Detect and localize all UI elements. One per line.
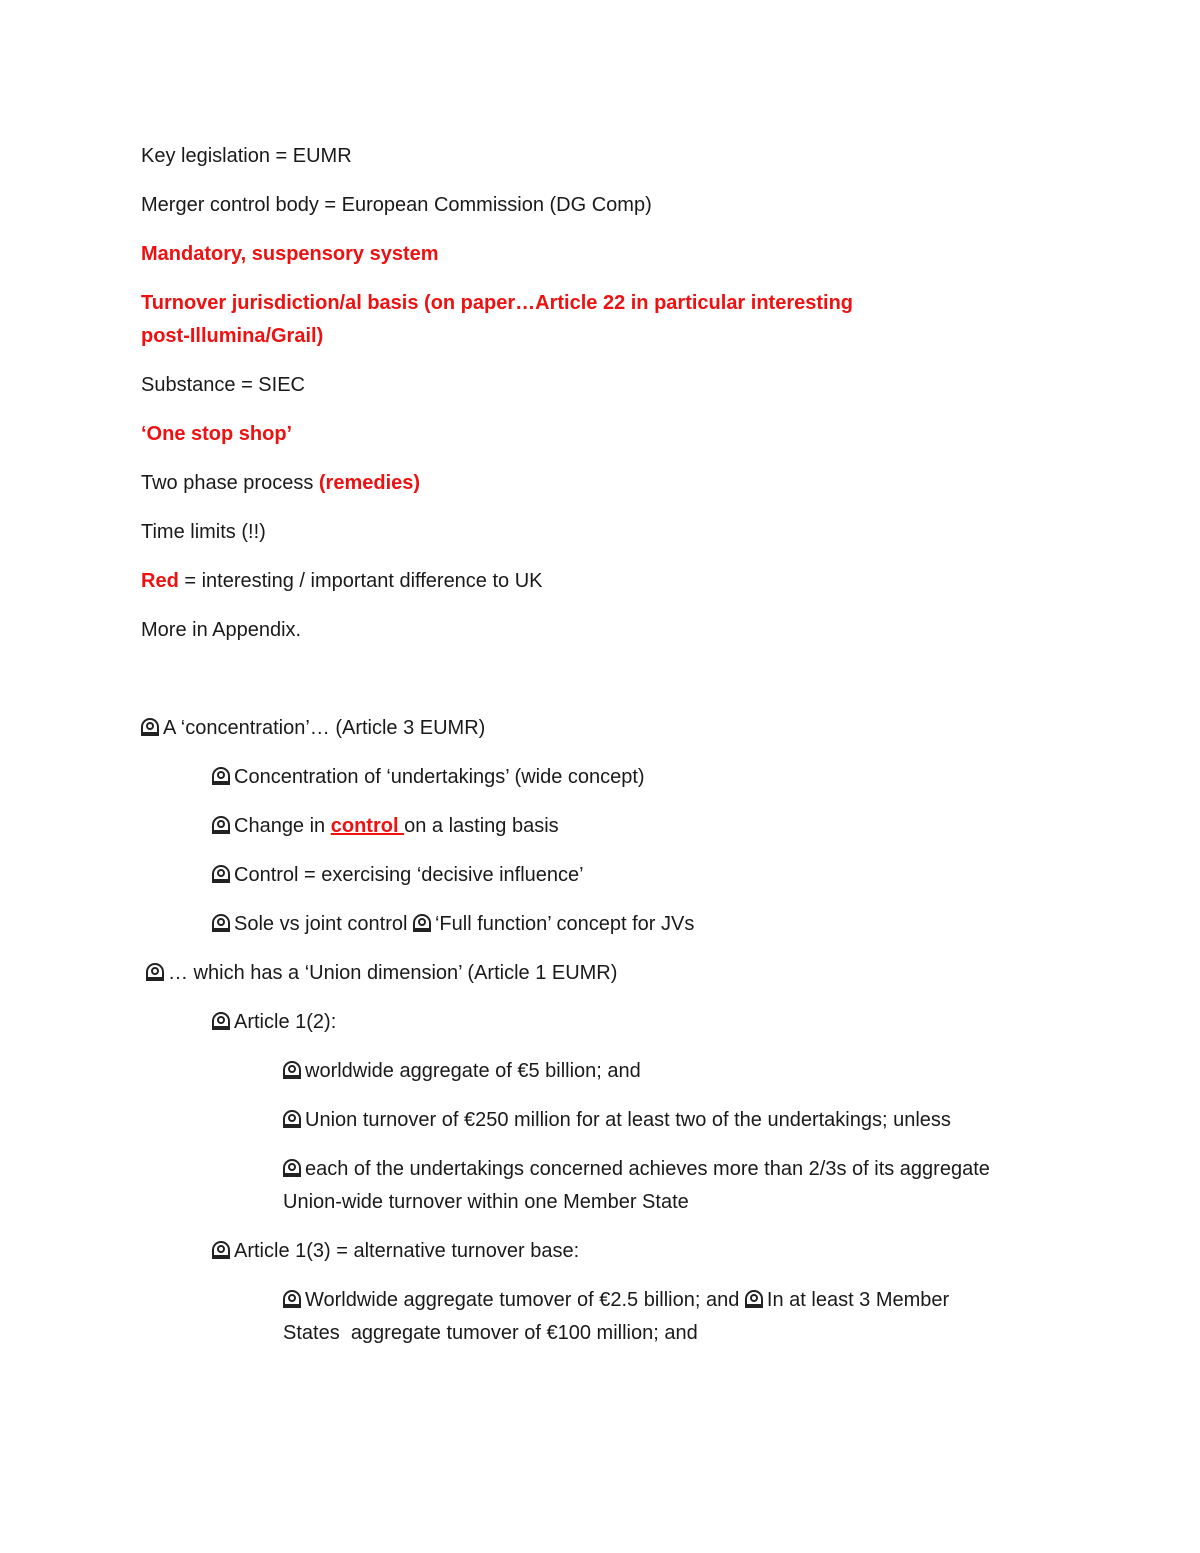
one-stop-line: ‘One stop shop’ <box>141 423 293 445</box>
article-1-3-text: Article 1(3) = alternative turnover base: <box>234 1240 580 1262</box>
two-phase-text: Two phase process <box>141 472 319 494</box>
article-1-2-text: Article 1(2): <box>234 1011 337 1033</box>
article-1-2-item-a <box>283 1055 641 1087</box>
merger-body-line: Merger control body = European Commission (DG Comp) <box>141 194 652 216</box>
turnover-line-2: post-Illumina/Grail) <box>141 325 324 347</box>
union-heading-text: … which has a ‘Union dimension’ (Article 1 EUMR) <box>168 962 618 984</box>
lasting-basis-text: on a lasting basis <box>404 815 559 837</box>
article-1-3 <box>212 1235 579 1267</box>
article-1-2-item-b-text: Union turnover of €250 million for at least two of the undertakings; unless <box>305 1109 951 1131</box>
bullet-icon <box>141 718 159 736</box>
concentration-item-3 <box>212 859 584 891</box>
concentration-item-3-text: Control = exercising ‘decisive influence’ <box>234 864 584 886</box>
article-1-2-item-c <box>283 1153 990 1185</box>
concentration-heading-text: A ‘concentration’… (Article 3 EUMR) <box>163 717 486 739</box>
bullet-icon <box>745 1290 763 1308</box>
article-1-2-item-a-text: worldwide aggregate of €5 billion; and <box>305 1060 641 1082</box>
union-heading <box>146 957 617 989</box>
bullet-icon <box>212 1241 230 1259</box>
red-key-label: Red <box>141 570 179 592</box>
bullet-icon <box>212 767 230 785</box>
bullet-icon <box>283 1061 301 1079</box>
article-1-2-item-c-line-2: Union-wide turnover within one Member State <box>283 1191 689 1213</box>
substance-line: Substance = SIEC <box>141 374 305 396</box>
bullet-icon <box>146 963 164 981</box>
article-1-2 <box>212 1006 336 1038</box>
article-1-2-item-c-text-1: each of the undertakings concerned achieves more than 2/3s of its aggregate <box>305 1158 990 1180</box>
bullet-icon <box>283 1159 301 1177</box>
bullet-icon <box>212 865 230 883</box>
bullet-icon <box>212 914 230 932</box>
bullet-icon <box>283 1290 301 1308</box>
article-1-2-item-b <box>283 1104 951 1136</box>
mandatory-line: Mandatory, suspensory system <box>141 243 439 265</box>
time-limits-line: Time limits (!!) <box>141 521 266 543</box>
key-legislation-line: Key legislation = EUMR <box>141 145 352 167</box>
bullet-icon <box>212 816 230 834</box>
concentration-item-1-text: Concentration of ‘undertakings’ (wide concept) <box>234 766 645 788</box>
red-key-text: = interesting / important difference to UK <box>178 570 543 592</box>
more-appendix-line: More in Appendix. <box>141 619 302 641</box>
concentration-heading <box>141 712 485 744</box>
red-key-line <box>141 565 543 597</box>
bullet-icon <box>283 1110 301 1128</box>
article-1-3-item-a-line-2: States aggregate tumover of €100 million; and <box>283 1322 698 1344</box>
worldwide-2-5-text: Worldwide aggregate tumover of €2.5 billion; and <box>305 1289 745 1311</box>
concentration-item-1 <box>212 761 645 793</box>
remedies-text: (remedies) <box>318 472 421 494</box>
sole-joint-text: Sole vs joint control <box>234 913 413 935</box>
turnover-line-1: Turnover jurisdiction/al basis (on paper…Article 22 in particular interesting <box>141 292 854 314</box>
bullet-icon <box>212 1012 230 1030</box>
bullet-icon <box>413 914 431 932</box>
change-in-text: Change in <box>234 815 331 837</box>
concentration-item-2 <box>212 810 559 842</box>
article-1-3-item-a <box>283 1284 949 1316</box>
control-text: control <box>330 815 405 837</box>
member-states-text: In at least 3 Member <box>766 1289 950 1311</box>
two-phase-line <box>141 467 420 499</box>
concentration-item-4 <box>212 908 694 940</box>
full-function-text: ‘Full function’ concept for JVs <box>434 913 695 935</box>
